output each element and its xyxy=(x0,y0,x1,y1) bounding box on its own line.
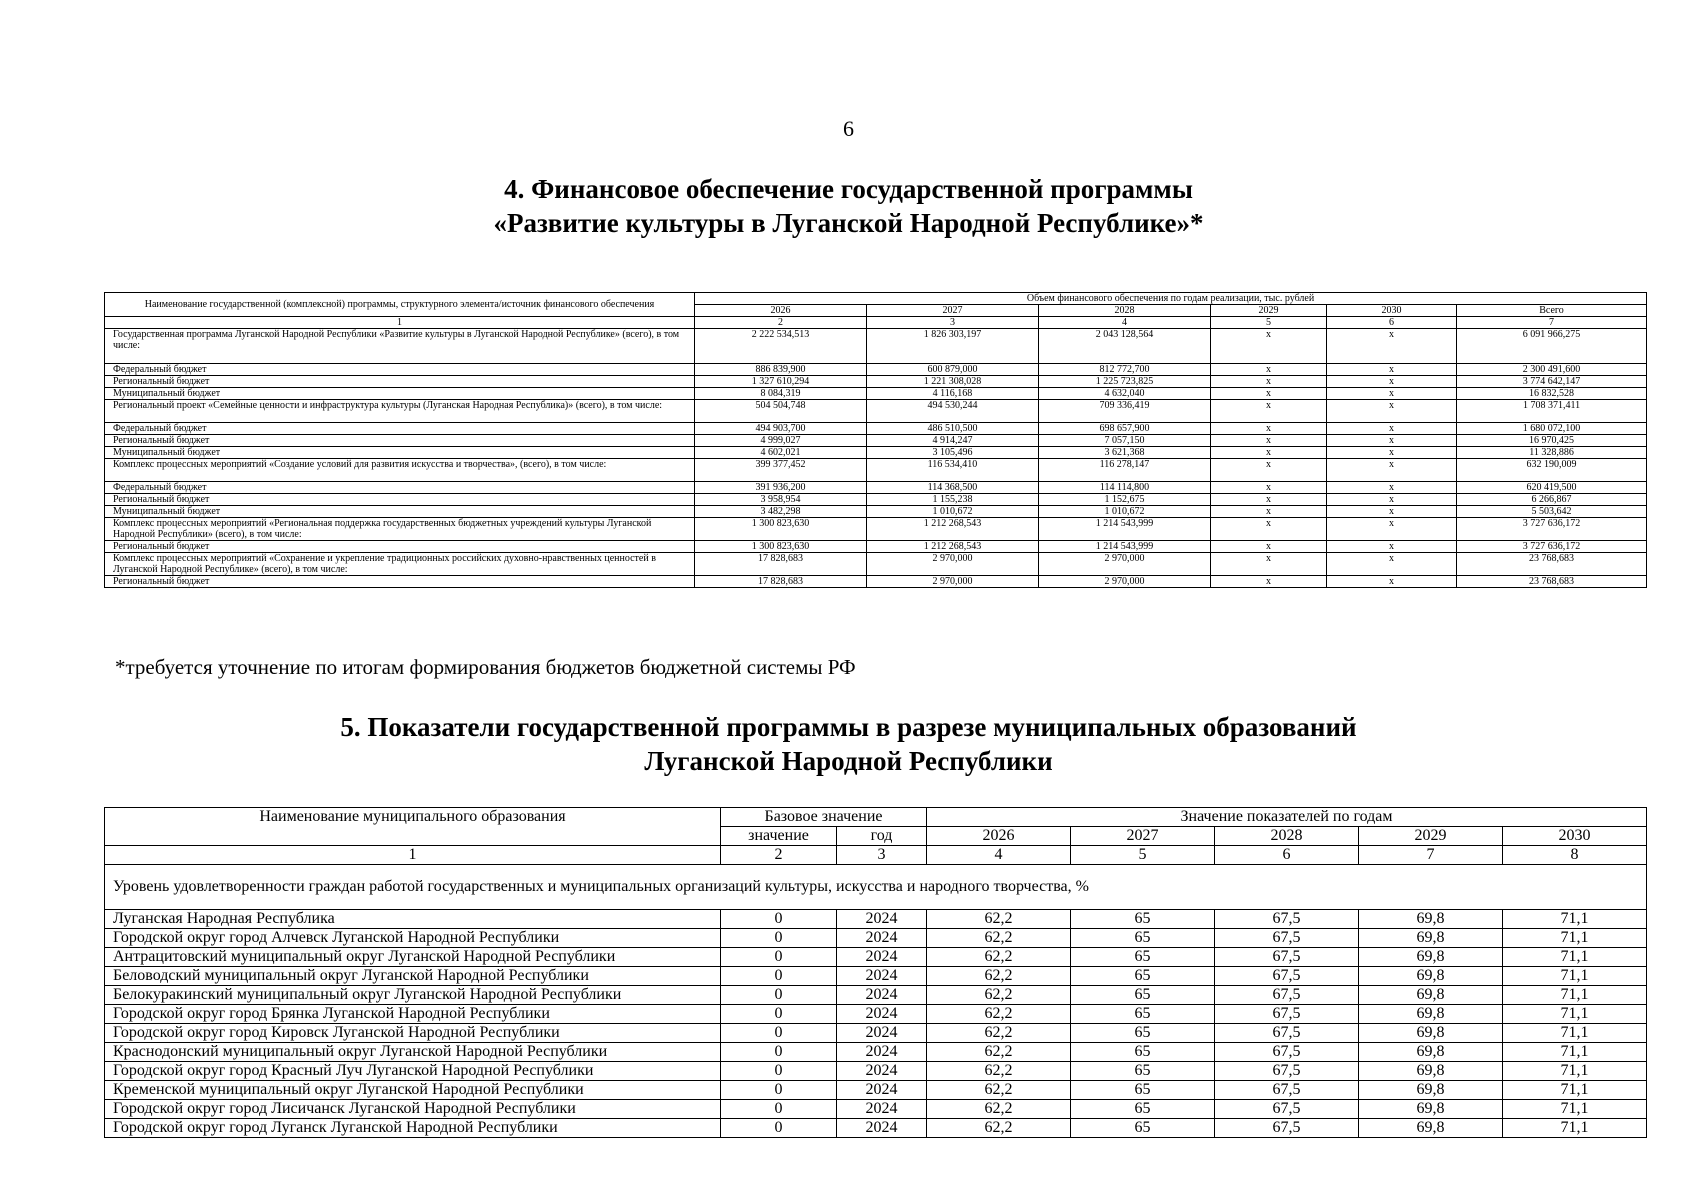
indicator-cell: 67,5 xyxy=(1215,929,1359,948)
table-row xyxy=(105,1100,1647,1119)
indicator-cell: 67,5 xyxy=(1215,1062,1359,1081)
indicator-cell: 2024 xyxy=(837,1081,927,1100)
indicator-cell: 62,2 xyxy=(927,1005,1071,1024)
indicator-cell: 69,8 xyxy=(1359,1062,1503,1081)
indicator-cell: 69,8 xyxy=(1359,1081,1503,1100)
financing-cell: 1 214 543,999 xyxy=(1039,518,1211,541)
financing-row-name: Федеральный бюджет xyxy=(105,482,695,494)
financing-cell: 8 084,319 xyxy=(695,388,867,400)
indicator-cell: 65 xyxy=(1071,1100,1215,1119)
indicator-cell: 0 xyxy=(721,967,837,986)
indicator-cell: 65 xyxy=(1071,967,1215,986)
indicators-colnum: 5 xyxy=(1071,846,1215,865)
table-row xyxy=(105,423,1647,435)
indicator-cell: 0 xyxy=(721,1100,837,1119)
indicator-cell: 2024 xyxy=(837,929,927,948)
financing-cell: 17 828,683 xyxy=(695,576,867,588)
table-row xyxy=(105,329,1647,364)
financing-cell: 4 914,247 xyxy=(867,435,1039,447)
indicator-cell: 0 xyxy=(721,1005,837,1024)
financing-cell: 7 057,150 xyxy=(1039,435,1211,447)
indicator-cell: 69,8 xyxy=(1359,986,1503,1005)
financing-colnum-row xyxy=(105,317,1647,329)
financing-cell: 886 839,900 xyxy=(695,364,867,376)
indicator-cell: 69,8 xyxy=(1359,1119,1503,1138)
indicator-cell: 67,5 xyxy=(1215,1024,1359,1043)
financing-cell: 3 727 636,172 xyxy=(1457,518,1647,541)
financing-cell: x xyxy=(1211,459,1327,482)
financing-cell: 1 300 823,630 xyxy=(695,518,867,541)
municipality-name: Луганская Народная Республика xyxy=(105,910,721,929)
financing-cell: x xyxy=(1211,482,1327,494)
indicators-colnum: 1 xyxy=(105,846,721,865)
municipality-name: Городской округ город Красный Луч Луганской Народной Республики xyxy=(105,1062,721,1081)
financing-year-2029: 2029 xyxy=(1211,305,1327,317)
indicator-cell: 65 xyxy=(1071,1119,1215,1138)
table-row xyxy=(105,1081,1647,1100)
municipality-name: Городской округ город Брянка Луганской Народной Республики xyxy=(105,1005,721,1024)
indicator-cell: 65 xyxy=(1071,986,1215,1005)
financing-row-name: Региональный бюджет xyxy=(105,435,695,447)
financing-cell: 2 222 534,513 xyxy=(695,329,867,364)
indicator-cell: 65 xyxy=(1071,1081,1215,1100)
indicators-year-2028: 2028 xyxy=(1215,827,1359,846)
indicator-cell: 2024 xyxy=(837,1043,927,1062)
financing-cell: 23 768,683 xyxy=(1457,553,1647,576)
indicator-cell: 2024 xyxy=(837,1024,927,1043)
financing-cell: 3 482,298 xyxy=(695,506,867,518)
financing-table xyxy=(104,292,1647,588)
financing-cell: x xyxy=(1327,518,1457,541)
financing-colnum: 7 xyxy=(1457,317,1647,329)
financing-cell: 494 530,244 xyxy=(867,400,1039,423)
table-row xyxy=(105,388,1647,400)
indicators-colnum: 6 xyxy=(1215,846,1359,865)
financing-header-volume: Объем финансового обеспечения по годам реализации, тыс. рублей xyxy=(695,293,1647,305)
financing-cell: x xyxy=(1211,423,1327,435)
financing-cell: 391 936,200 xyxy=(695,482,867,494)
financing-cell: x xyxy=(1327,423,1457,435)
financing-cell: 4 116,168 xyxy=(867,388,1039,400)
indicator-cell: 62,2 xyxy=(927,1043,1071,1062)
indicators-sub-value: значение xyxy=(721,827,837,846)
financing-cell: x xyxy=(1327,506,1457,518)
financing-cell: 1 225 723,825 xyxy=(1039,376,1211,388)
table-row xyxy=(105,482,1647,494)
indicator-cell: 2024 xyxy=(837,1100,927,1119)
financing-cell: 2 970,000 xyxy=(867,553,1039,576)
financing-cell: 2 970,000 xyxy=(1039,576,1211,588)
financing-cell: x xyxy=(1211,494,1327,506)
financing-cell: x xyxy=(1327,376,1457,388)
table-row xyxy=(105,1043,1647,1062)
indicators-header-values: Значение показателей по годам xyxy=(927,808,1647,827)
financing-cell: 1 214 543,999 xyxy=(1039,541,1211,553)
indicator-cell: 0 xyxy=(721,948,837,967)
indicator-cell: 65 xyxy=(1071,1024,1215,1043)
financing-cell: x xyxy=(1211,376,1327,388)
financing-cell: x xyxy=(1211,400,1327,423)
table-row xyxy=(105,400,1647,423)
financing-cell: x xyxy=(1327,576,1457,588)
indicator-cell: 0 xyxy=(721,1062,837,1081)
indicator-cell: 0 xyxy=(721,1043,837,1062)
financing-row-name: Федеральный бюджет xyxy=(105,423,695,435)
financing-cell: 486 510,500 xyxy=(867,423,1039,435)
financing-cell: 1 826 303,197 xyxy=(867,329,1039,364)
indicator-cell: 71,1 xyxy=(1503,948,1647,967)
indicator-cell: 67,5 xyxy=(1215,1081,1359,1100)
table-row xyxy=(105,506,1647,518)
financing-cell: 4 999,027 xyxy=(695,435,867,447)
indicator-cell: 0 xyxy=(721,986,837,1005)
municipality-name: Кременской муниципальный округ Луганской Народной Республики xyxy=(105,1081,721,1100)
indicator-name: Уровень удовлетворенности граждан работой государственных и муниципальных организаций культуры, искусства и народного творчества, % xyxy=(105,865,1647,910)
financing-row-name: Региональный бюджет xyxy=(105,376,695,388)
indicators-year-2029: 2029 xyxy=(1359,827,1503,846)
financing-cell: 3 621,368 xyxy=(1039,447,1211,459)
indicators-year-2026: 2026 xyxy=(927,827,1071,846)
indicators-caption-row xyxy=(105,865,1647,910)
financing-cell: 6 091 966,275 xyxy=(1457,329,1647,364)
indicator-cell: 0 xyxy=(721,1081,837,1100)
indicator-cell: 2024 xyxy=(837,1062,927,1081)
indicator-cell: 62,2 xyxy=(927,929,1071,948)
table-row xyxy=(105,948,1647,967)
financing-cell: 114 114,800 xyxy=(1039,482,1211,494)
financing-cell: 1 708 371,411 xyxy=(1457,400,1647,423)
indicators-header-row xyxy=(105,808,1647,827)
financing-colnum: 4 xyxy=(1039,317,1211,329)
indicator-cell: 62,2 xyxy=(927,910,1071,929)
financing-cell: x xyxy=(1327,447,1457,459)
section5-heading xyxy=(0,710,1697,778)
table-row xyxy=(105,459,1647,482)
financing-cell: 23 768,683 xyxy=(1457,576,1647,588)
indicator-cell: 71,1 xyxy=(1503,929,1647,948)
indicator-cell: 69,8 xyxy=(1359,929,1503,948)
financing-cell: 494 903,700 xyxy=(695,423,867,435)
indicator-cell: 62,2 xyxy=(927,1119,1071,1138)
indicator-cell: 67,5 xyxy=(1215,910,1359,929)
table-row xyxy=(105,553,1647,576)
indicator-cell: 71,1 xyxy=(1503,967,1647,986)
financing-cell: x xyxy=(1327,364,1457,376)
indicator-cell: 71,1 xyxy=(1503,1043,1647,1062)
financing-cell: 2 300 491,600 xyxy=(1457,364,1647,376)
table-row xyxy=(105,435,1647,447)
financing-cell: 6 266,867 xyxy=(1457,494,1647,506)
financing-year-2026: 2026 xyxy=(695,305,867,317)
financing-cell: 1 680 072,100 xyxy=(1457,423,1647,435)
indicators-colnum: 7 xyxy=(1359,846,1503,865)
indicator-cell: 67,5 xyxy=(1215,1005,1359,1024)
financing-cell: x xyxy=(1327,388,1457,400)
municipality-name: Городской округ город Алчевск Луганской Народной Республики xyxy=(105,929,721,948)
financing-cell: 2 970,000 xyxy=(1039,553,1211,576)
financing-row-name: Муниципальный бюджет xyxy=(105,447,695,459)
financing-cell: 632 190,009 xyxy=(1457,459,1647,482)
financing-cell: 1 152,675 xyxy=(1039,494,1211,506)
financing-cell: 600 879,000 xyxy=(867,364,1039,376)
financing-cell: 1 010,672 xyxy=(867,506,1039,518)
financing-cell: 1 212 268,543 xyxy=(867,518,1039,541)
table-row xyxy=(105,1024,1647,1043)
financing-cell: 116 534,410 xyxy=(867,459,1039,482)
indicator-cell: 71,1 xyxy=(1503,1005,1647,1024)
indicator-cell: 69,8 xyxy=(1359,1005,1503,1024)
indicators-colnum-row xyxy=(105,846,1647,865)
footnote: *требуется уточнение по итогам формирования бюджетов бюджетной системы РФ xyxy=(115,655,856,679)
indicator-cell: 62,2 xyxy=(927,986,1071,1005)
financing-row-name: Федеральный бюджет xyxy=(105,364,695,376)
municipality-name: Антрацитовский муниципальный округ Луганской Народной Республики xyxy=(105,948,721,967)
financing-cell: 5 503,642 xyxy=(1457,506,1647,518)
financing-cell: 504 504,748 xyxy=(695,400,867,423)
indicators-table xyxy=(104,807,1647,1138)
financing-cell: x xyxy=(1211,388,1327,400)
financing-cell: 1 010,672 xyxy=(1039,506,1211,518)
indicator-cell: 0 xyxy=(721,910,837,929)
indicator-cell: 0 xyxy=(721,929,837,948)
financing-row-name: Комплекс процессных мероприятий «Региональная поддержка государственных бюджетных учреждений культуры Луганской Народной Республики» (всего), в том числе: xyxy=(105,518,695,541)
indicator-cell: 2024 xyxy=(837,967,927,986)
indicator-cell: 69,8 xyxy=(1359,948,1503,967)
financing-year-2027: 2027 xyxy=(867,305,1039,317)
financing-cell: 709 336,419 xyxy=(1039,400,1211,423)
indicator-cell: 62,2 xyxy=(927,1024,1071,1043)
table-row xyxy=(105,1062,1647,1081)
financing-cell: 16 832,528 xyxy=(1457,388,1647,400)
municipality-name: Городской округ город Лисичанск Луганской Народной Республики xyxy=(105,1100,721,1119)
financing-cell: 3 105,496 xyxy=(867,447,1039,459)
indicator-cell: 2024 xyxy=(837,986,927,1005)
financing-cell: x xyxy=(1327,482,1457,494)
indicators-year-2027: 2027 xyxy=(1071,827,1215,846)
financing-row-name: Региональный бюджет xyxy=(105,576,695,588)
financing-row-name: Региональный бюджет xyxy=(105,494,695,506)
table-row xyxy=(105,929,1647,948)
indicator-cell: 65 xyxy=(1071,929,1215,948)
financing-cell: x xyxy=(1211,541,1327,553)
financing-year-2028: 2028 xyxy=(1039,305,1211,317)
financing-cell: x xyxy=(1327,435,1457,447)
financing-cell: x xyxy=(1211,576,1327,588)
municipality-name: Городской округ город Кировск Луганской Народной Республики xyxy=(105,1024,721,1043)
indicator-cell: 69,8 xyxy=(1359,1024,1503,1043)
financing-row-name: Государственная программа Луганской Народной Республики «Развитие культуры в Луганской Народной Республике» (всего), в том числе: xyxy=(105,329,695,364)
financing-cell: 17 828,683 xyxy=(695,553,867,576)
financing-header-row xyxy=(105,293,1647,305)
financing-row-name: Региональный проект «Семейные ценности и инфраструктура культуры (Луганская Народная Республика)» (всего), в том числе: xyxy=(105,400,695,423)
financing-cell: x xyxy=(1211,329,1327,364)
indicator-cell: 62,2 xyxy=(927,1081,1071,1100)
financing-cell: x xyxy=(1211,553,1327,576)
financing-cell: x xyxy=(1327,459,1457,482)
financing-cell: x xyxy=(1211,518,1327,541)
financing-cell: 2 970,000 xyxy=(867,576,1039,588)
financing-cell: 4 632,040 xyxy=(1039,388,1211,400)
indicator-cell: 67,5 xyxy=(1215,1100,1359,1119)
financing-cell: 114 368,500 xyxy=(867,482,1039,494)
financing-year-total: Всего xyxy=(1457,305,1647,317)
indicator-cell: 69,8 xyxy=(1359,910,1503,929)
indicators-colnum: 3 xyxy=(837,846,927,865)
indicator-cell: 2024 xyxy=(837,1005,927,1024)
section5-title-line1: 5. Показатели государственной программы в разрезе муниципальных образований xyxy=(340,712,1357,742)
indicator-cell: 67,5 xyxy=(1215,1119,1359,1138)
table-row xyxy=(105,447,1647,459)
indicator-cell: 62,2 xyxy=(927,948,1071,967)
financing-colnum: 6 xyxy=(1327,317,1457,329)
municipality-name: Краснодонский муниципальный округ Луганской Народной Республики xyxy=(105,1043,721,1062)
indicators-colnum: 2 xyxy=(721,846,837,865)
table-row xyxy=(105,910,1647,929)
indicator-cell: 62,2 xyxy=(927,967,1071,986)
indicator-cell: 2024 xyxy=(837,910,927,929)
financing-cell: 16 970,425 xyxy=(1457,435,1647,447)
financing-cell: 11 328,886 xyxy=(1457,447,1647,459)
indicator-cell: 69,8 xyxy=(1359,967,1503,986)
financing-colnum: 1 xyxy=(105,317,695,329)
indicator-cell: 69,8 xyxy=(1359,1043,1503,1062)
indicator-cell: 71,1 xyxy=(1503,1081,1647,1100)
indicator-cell: 62,2 xyxy=(927,1062,1071,1081)
section4-heading xyxy=(0,172,1697,240)
indicators-header-name: Наименование муниципального образования xyxy=(105,808,721,846)
indicator-cell: 71,1 xyxy=(1503,1024,1647,1043)
financing-cell: 4 602,021 xyxy=(695,447,867,459)
indicator-cell: 0 xyxy=(721,1024,837,1043)
financing-cell: x xyxy=(1327,400,1457,423)
section4-title-line2: «Развитие культуры в Луганской Народной Республике»* xyxy=(493,208,1204,238)
indicator-cell: 71,1 xyxy=(1503,1062,1647,1081)
table-row xyxy=(105,541,1647,553)
financing-cell: x xyxy=(1327,541,1457,553)
indicators-year-2030: 2030 xyxy=(1503,827,1647,846)
table-row xyxy=(105,1005,1647,1024)
indicator-cell: 65 xyxy=(1071,1062,1215,1081)
indicator-cell: 65 xyxy=(1071,948,1215,967)
section5-title-line2: Луганской Народной Республики xyxy=(644,746,1053,776)
financing-row-name: Муниципальный бюджет xyxy=(105,388,695,400)
financing-cell: x xyxy=(1211,447,1327,459)
financing-cell: 620 419,500 xyxy=(1457,482,1647,494)
indicator-cell: 67,5 xyxy=(1215,948,1359,967)
indicator-cell: 71,1 xyxy=(1503,986,1647,1005)
financing-row-name: Муниципальный бюджет xyxy=(105,506,695,518)
indicator-cell: 65 xyxy=(1071,1005,1215,1024)
financing-colnum: 3 xyxy=(867,317,1039,329)
indicators-header-base: Базовое значение xyxy=(721,808,927,827)
indicators-colnum: 4 xyxy=(927,846,1071,865)
financing-cell: 1 327 610,294 xyxy=(695,376,867,388)
indicator-cell: 71,1 xyxy=(1503,1100,1647,1119)
indicators-sub-year: год xyxy=(837,827,927,846)
financing-cell: x xyxy=(1327,553,1457,576)
table-row xyxy=(105,967,1647,986)
financing-cell: 3 774 642,147 xyxy=(1457,376,1647,388)
municipality-name: Городской округ город Луганск Луганской Народной Республики xyxy=(105,1119,721,1138)
financing-colnum: 5 xyxy=(1211,317,1327,329)
indicator-cell: 67,5 xyxy=(1215,986,1359,1005)
financing-cell: 3 727 636,172 xyxy=(1457,541,1647,553)
indicator-cell: 65 xyxy=(1071,910,1215,929)
table-row xyxy=(105,494,1647,506)
indicator-cell: 71,1 xyxy=(1503,910,1647,929)
indicator-cell: 0 xyxy=(721,1119,837,1138)
financing-year-2030: 2030 xyxy=(1327,305,1457,317)
financing-cell: 1 155,238 xyxy=(867,494,1039,506)
financing-cell: 116 278,147 xyxy=(1039,459,1211,482)
table-row xyxy=(105,364,1647,376)
financing-cell: 399 377,452 xyxy=(695,459,867,482)
financing-row-name: Комплекс процессных мероприятий «Сохранение и укрепление традиционных российских духовно-нравственных ценностей в Луганской Народной Республике» (всего), в том числе: xyxy=(105,553,695,576)
table-row xyxy=(105,518,1647,541)
financing-cell: x xyxy=(1211,364,1327,376)
financing-row-name: Региональный бюджет xyxy=(105,541,695,553)
page-number: 6 xyxy=(843,116,854,141)
section4-title-line1: 4. Финансовое обеспечение государственной программы xyxy=(504,174,1193,204)
financing-cell: x xyxy=(1327,329,1457,364)
indicator-cell: 69,8 xyxy=(1359,1100,1503,1119)
indicator-cell: 67,5 xyxy=(1215,1043,1359,1062)
indicator-cell: 2024 xyxy=(837,1119,927,1138)
financing-row-name: Комплекс процессных мероприятий «Создание условий для развития искусства и творчества», (всего), в том числе: xyxy=(105,459,695,482)
financing-cell: x xyxy=(1211,435,1327,447)
indicators-colnum: 8 xyxy=(1503,846,1647,865)
indicator-cell: 2024 xyxy=(837,948,927,967)
financing-header-name: Наименование государственной (комплексной) программы, структурного элемента/источник финансового обеспечения xyxy=(105,293,695,317)
indicator-cell: 65 xyxy=(1071,1043,1215,1062)
financing-cell: 1 300 823,630 xyxy=(695,541,867,553)
financing-cell: 1 212 268,543 xyxy=(867,541,1039,553)
table-row xyxy=(105,986,1647,1005)
financing-cell: 812 772,700 xyxy=(1039,364,1211,376)
indicator-cell: 71,1 xyxy=(1503,1119,1647,1138)
indicator-cell: 67,5 xyxy=(1215,967,1359,986)
table-row xyxy=(105,376,1647,388)
financing-cell: x xyxy=(1211,506,1327,518)
financing-cell: x xyxy=(1327,494,1457,506)
financing-cell: 1 221 308,028 xyxy=(867,376,1039,388)
table-row xyxy=(105,1119,1647,1138)
financing-colnum: 2 xyxy=(695,317,867,329)
municipality-name: Беловодский муниципальный округ Луганской Народной Республики xyxy=(105,967,721,986)
financing-cell: 2 043 128,564 xyxy=(1039,329,1211,364)
financing-cell: 698 657,900 xyxy=(1039,423,1211,435)
municipality-name: Белокуракинский муниципальный округ Луганской Народной Республики xyxy=(105,986,721,1005)
financing-cell: 3 958,954 xyxy=(695,494,867,506)
table-row xyxy=(105,576,1647,588)
indicator-cell: 62,2 xyxy=(927,1100,1071,1119)
